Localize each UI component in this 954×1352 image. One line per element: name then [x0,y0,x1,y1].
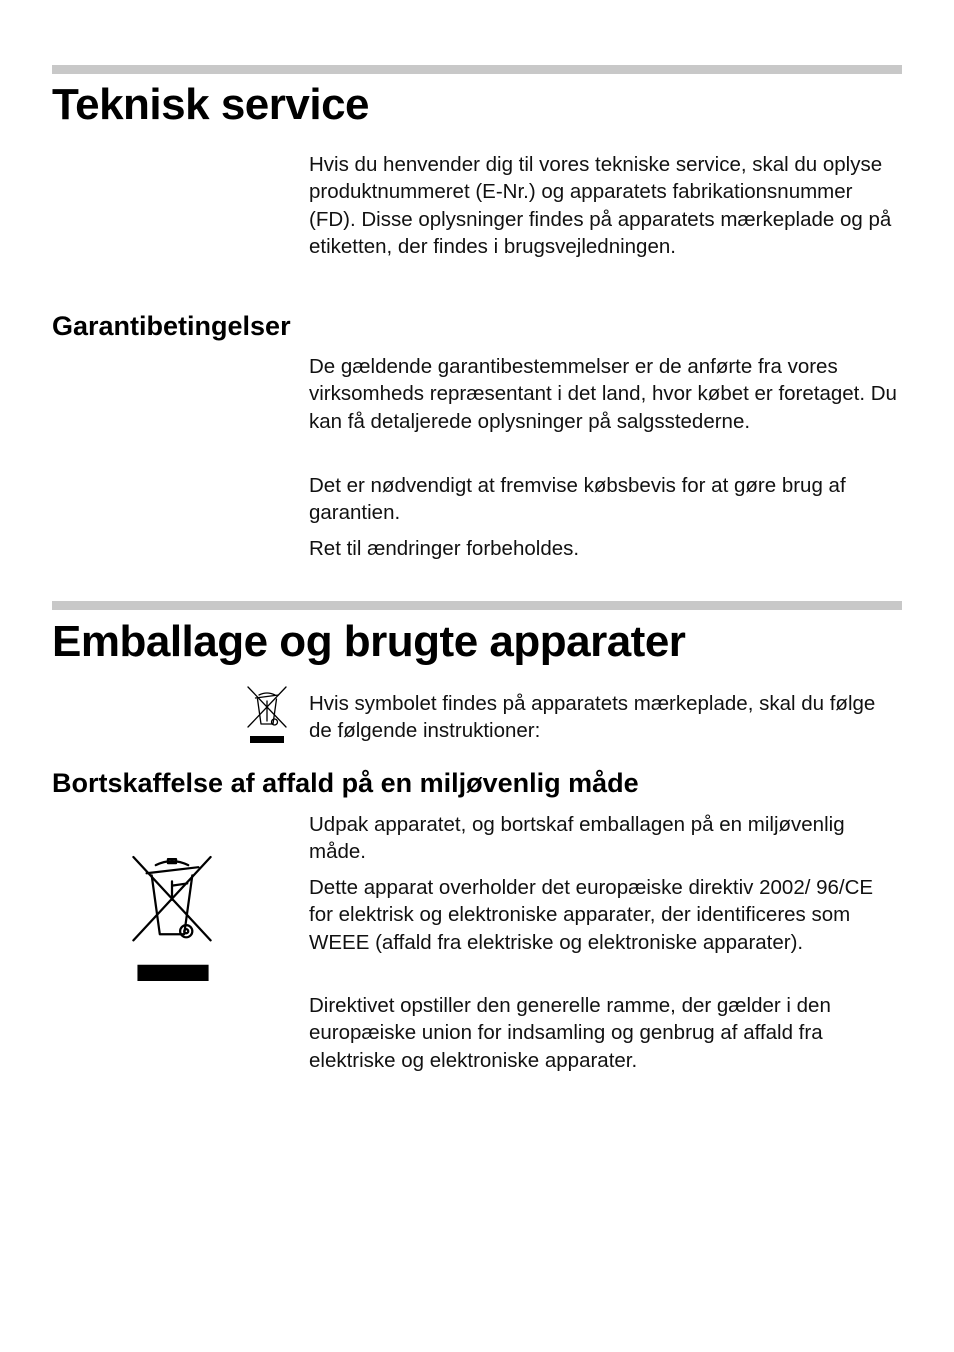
section-title-technical-service: Teknisk service [52,80,370,129]
weee-bin-icon [131,855,213,981]
weee-bin-icon [246,686,288,748]
section-divider [52,65,902,74]
disposal-paragraph: Udpak apparatet, og bortskaf emballagen på en miljøvenlig måde. [309,813,845,864]
disposal-paragraph: Dette apparat overholder det europæiske direktiv 2002/ 96/CE for elektrisk og elektroniske apparater, der identificeres som WEEE (affald fra elektriske og elektroniske apparater). [309,876,874,954]
warranty-paragraph: De gældende garantibestemmelser er de anførte fra vores virksomheds repræsentant i det land, hvor købet er foretaget. Du kan få detaljerede oplysninger på salgsstederne. [309,355,897,433]
warranty-paragraph: Ret til ændringer forbeholdes. [309,537,580,560]
warranty-paragraph: Det er nødvendigt at fremvise købsbevis for at gøre brug af garantien. [309,474,846,525]
disposal-paragraph: Direktivet opstiller den generelle ramme, der gælder i den europæiske union for indsamling og genbrug af affald fra elektriske og elektroniske apparater. [309,994,831,1072]
warranty-heading: Garantibetingelser [52,311,291,341]
packaging-intro-paragraph: Hvis symbolet findes på apparatets mærkeplade, skal du følge de følgende instruktioner: [309,692,876,743]
technical-service-paragraph: Hvis du henvender dig til vores tekniske service, skal du oplyse produktnummeret (E-Nr.) og apparatets fabrikationsnummer (FD). Disse oplysninger findes på apparatets mærkeplade og på etiketten, der findes i brugsvejledningen. [309,153,892,258]
section-divider [52,601,902,610]
disposal-heading: Bortskaffelse af affald på en miljøvenlig måde [52,768,639,798]
section-title-packaging: Emballage og brugte apparater [52,617,686,666]
